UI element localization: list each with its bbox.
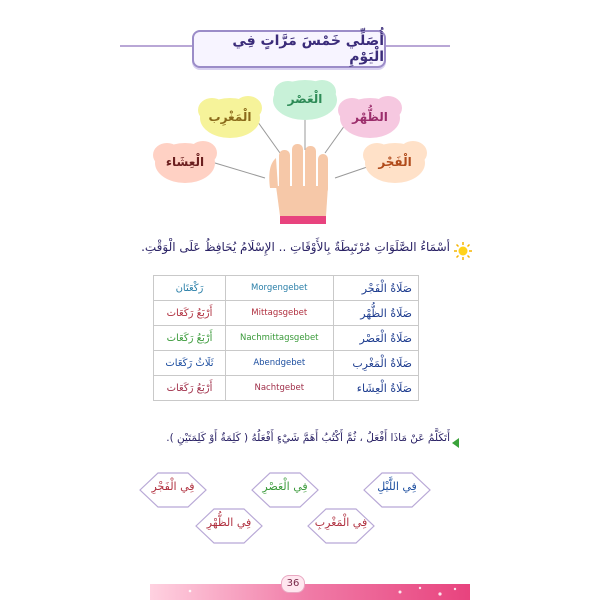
hexagon-label: فِي الظُّهْرِ — [206, 516, 252, 529]
cloud-label-fajr: الْفَجْر — [378, 155, 412, 169]
hexagon-label: فِي اللَّيْلِ — [377, 480, 417, 493]
prayer-name-cell: صَلَاةُ الْعَصْر — [333, 326, 418, 351]
hexagon-label: فِي الْمَغْرِبِ — [314, 516, 368, 529]
german-name-cell: Abendgebet — [225, 351, 333, 376]
rakaat-cell: أَرْبَعُ رَكَعَات — [154, 326, 226, 351]
footer-band — [150, 578, 470, 600]
prayer-name-cell: صَلَاةُ الْعِشَاء — [333, 376, 418, 401]
rakaat-cell: أَرْبَعُ رَكَعَات — [154, 376, 226, 401]
page-title: أُصَلِّي خَمْسَ مَرَّاتٍ فِي الْيَوْمِ — [232, 33, 384, 65]
rakaat-cell: أَرْبَعُ رَكَعَات — [154, 301, 226, 326]
cloud-label-maghrib: الْمَغْرِب — [208, 110, 252, 124]
table-row — [154, 326, 419, 351]
cloud-label-dhuhr: الظُّهْر — [352, 110, 388, 124]
cloud-label-asr: الْعَصْر — [287, 92, 323, 106]
title-box — [192, 30, 386, 68]
hand-icon — [269, 144, 328, 224]
section-instruction: أسْمَاءُ الصَّلَوَاتِ مُرْتَبِطَةٌ بِالأَوْقَاتِ .. الإِسْلَامُ يُحَافِظُ عَلَى الْوَقْتِ. — [141, 240, 450, 254]
prayer-name-cell: صَلَاةُ الْمَغْرِب — [333, 351, 418, 376]
table-row — [154, 276, 419, 301]
hexagon-label: فِي الْعَصْرِ — [262, 480, 308, 493]
speak-instruction: أَتَكَلَّمُ عَنْ مَاذَا أَفْعَلُ ، ثُمَّ أَكْتُبُ أَهَمَّ شَيْءٍ أَفْعَلُهُ ( كَلِمَةٌ أَوْ كَلِمَتَيْنِ ). — [166, 432, 450, 444]
german-name-cell: Nachmittagsgebet — [225, 326, 333, 351]
cloud-label-isha: الْعِشَاء — [165, 155, 205, 169]
prayers-table — [153, 275, 419, 401]
rakaat-cell: ثَلَاثُ رَكَعَات — [154, 351, 226, 376]
table-row — [154, 376, 419, 401]
triangle-bullet-icon — [452, 438, 459, 448]
german-name-cell: Morgengebet — [225, 276, 333, 301]
page-number: 36 — [281, 575, 305, 593]
prayer-name-cell: صَلَاةُ الْفَجْر — [333, 276, 418, 301]
table-row — [154, 301, 419, 326]
german-name-cell: Nachtgebet — [225, 376, 333, 401]
german-name-cell: Mittagsgebet — [225, 301, 333, 326]
table-row — [154, 351, 419, 376]
sun-icon — [454, 242, 472, 260]
hexagon-label: فِي الْفَجْرِ — [151, 480, 195, 493]
rakaat-cell: رَكْعَتَان — [154, 276, 226, 301]
prayer-name-cell: صَلَاةُ الظُّهْر — [333, 301, 418, 326]
